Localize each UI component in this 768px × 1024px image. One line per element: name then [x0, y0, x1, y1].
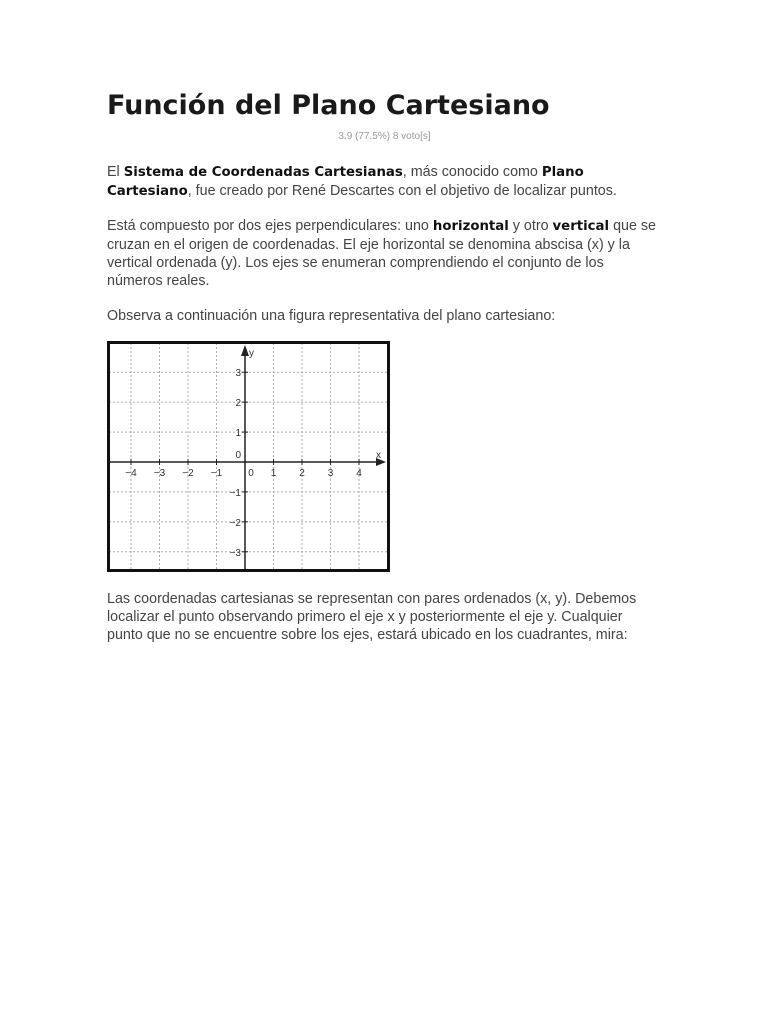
text-fragment: que se cruzan en el origen de coordenadas. El eje horizontal se denomina abscisa (x) y la vertical ordenada (y). Los ejes se enumeran comprendiendo el conjunto de los números reales.	[107, 218, 656, 289]
cartesian-plane-svg	[107, 341, 390, 572]
intro-paragraph	[107, 163, 662, 201]
y-tick-label: 3	[235, 368, 241, 380]
text-fragment: , fue creado por René Descartes con el objetivo de localizar puntos.	[187, 183, 617, 199]
plane-background	[107, 341, 390, 572]
figure-intro-paragraph: Observa a continuación una figura representativa del plano cartesiano:	[107, 308, 556, 324]
y-tick-label: 1	[235, 428, 241, 440]
cartesian-plane-figure	[107, 341, 390, 572]
x-tick-label: 0	[248, 468, 254, 479]
text-fragment: El	[107, 164, 124, 180]
rating-text: 3.9 (77.5%) 8 voto[s]	[338, 131, 431, 142]
x-tick-label: −2	[182, 468, 194, 479]
y-tick-label: −3	[229, 547, 241, 559]
y-tick-label: −1	[229, 487, 241, 499]
x-tick-label: 2	[299, 468, 305, 479]
y-tick-label: 0	[235, 450, 241, 461]
y-axis-label: y	[249, 348, 254, 359]
x-tick-label: −4	[125, 468, 137, 479]
bold-term: horizontal	[432, 219, 509, 234]
bold-term: Plano Cartesiano	[107, 165, 584, 199]
axes-paragraph	[107, 217, 662, 290]
x-tick-label: −1	[210, 468, 223, 479]
x-axis-label: x	[376, 450, 381, 461]
page-title: Función del Plano Cartesiano	[107, 90, 550, 121]
coordinates-paragraph: Las coordenadas cartesianas se representan con pares ordenados (x, y). Debemos localizar el punto observando primero el eje x y posteriormente el eje y. Cualquier punto que no se encuentre sobre los ejes, estará ubicado en los cuadrantes, mira:	[107, 591, 637, 643]
x-tick-label: 1	[270, 468, 277, 479]
x-tick-label: 3	[327, 468, 334, 479]
x-tick-label: −3	[153, 468, 166, 479]
bold-term: Sistema de Coordenadas Cartesianas	[123, 165, 403, 180]
y-tick-label: 2	[235, 398, 241, 410]
text-fragment: Está compuesto por dos ejes perpendiculares: uno	[107, 218, 433, 234]
x-tick-label: 4	[356, 468, 362, 479]
text-fragment: , más conocido como	[402, 164, 542, 180]
text-fragment: y otro	[508, 218, 553, 234]
y-tick-label: −2	[229, 517, 241, 529]
bold-term: vertical	[552, 219, 610, 234]
